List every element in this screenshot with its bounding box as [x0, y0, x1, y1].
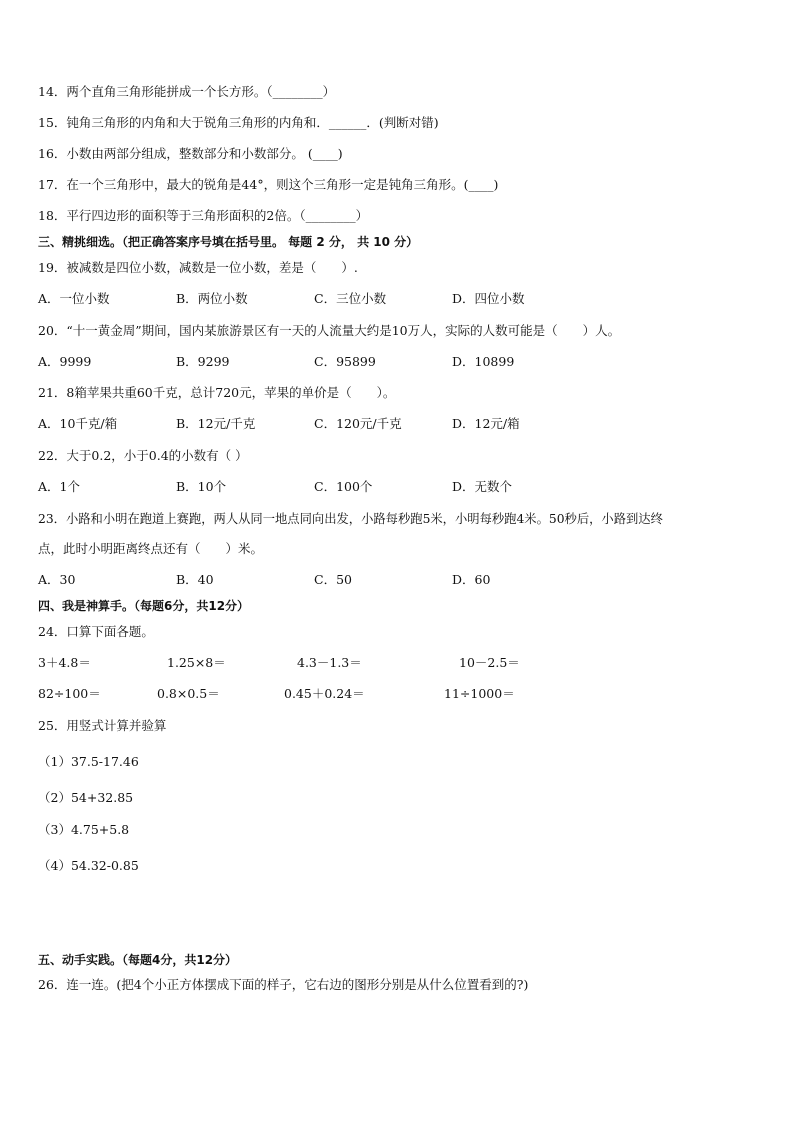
question-23-continued: 点，此时小明距离终点还有（ ）米。	[38, 541, 264, 556]
q20-option-c: C．95899	[314, 354, 376, 369]
q19-option-c: C．三位小数	[314, 291, 387, 306]
q20-option-b: B．9299	[176, 354, 230, 369]
section-3-heading: 三、精挑细选。（把正确答案序号填在括号里。 每题 2 分， 共 10 分）	[38, 235, 419, 249]
question-26: 26．连一连。(把4个小正方体摆成下面的样子，它右边的图形分别是从什么位置看到的?)	[38, 977, 529, 992]
section-4-heading: 四、我是神算手。（每题6分，共12分）	[38, 599, 250, 613]
q23-option-d: D．60	[452, 572, 491, 587]
question-22: 22．大于0.2，小于0.4的小数有（ ）	[38, 448, 248, 463]
mental-math-item: 1.25×8＝	[167, 655, 226, 670]
vertical-calc-item-2: （2）54+32.85	[38, 790, 134, 805]
question-20: 20．“十一黄金周”期间，国内某旅游景区有一天的人流量大约是10万人，实际的人数可能是（ ）人。	[38, 323, 621, 338]
q21-option-c: C．120元/千克	[314, 416, 402, 431]
q21-option-d: D．12元/箱	[452, 416, 520, 431]
q22-option-d: D．无数个	[452, 479, 513, 494]
mental-math-item: 0.8×0.5＝	[157, 686, 220, 701]
q22-option-a: A．1个	[38, 479, 80, 494]
section-5-heading: 五、动手实践。（每题4分，共12分）	[38, 953, 238, 967]
question-14: 14．两个直角三角形能拼成一个长方形。（________）	[38, 84, 336, 99]
question-23: 23．小路和小明在跑道上赛跑，两人从同一地点同向出发，小路每秒跑5米，小明每秒跑4米。50秒后，小路到达终	[38, 512, 663, 526]
question-15: 15．钝角三角形的内角和大于锐角三角形的内角和．______．(判断对错)	[38, 115, 439, 130]
q23-option-a: A．30	[38, 572, 76, 587]
q20-option-a: A．9999	[38, 354, 92, 369]
q23-option-b: B．40	[176, 572, 214, 587]
mental-math-item: 11÷1000＝	[444, 686, 515, 701]
vertical-calc-item-3: （3）4.75+5.8	[38, 822, 130, 837]
q22-option-c: C．100个	[314, 479, 373, 494]
q21-option-a: A．10千克/箱	[38, 416, 118, 431]
mental-math-item: 4.3－1.3＝	[297, 655, 362, 670]
question-24: 24．口算下面各题。	[38, 624, 154, 639]
vertical-calc-item-4: （4）54.32-0.85	[38, 858, 139, 873]
q19-option-d: D．四位小数	[452, 291, 525, 306]
mental-math-item: 10－2.5＝	[459, 655, 520, 670]
q20-option-d: D．10899	[452, 354, 515, 369]
question-16: 16．小数由两部分组成，整数部分和小数部分。 (____)	[38, 146, 343, 161]
mental-math-item: 82÷100＝	[38, 686, 101, 701]
vertical-calc-item-1: （1）37.5-17.46	[38, 754, 139, 769]
q19-option-b: B．两位小数	[176, 291, 248, 306]
q22-option-b: B．10个	[176, 479, 227, 494]
mental-math-item: 3＋4.8＝	[38, 655, 91, 670]
question-25: 25．用竖式计算并验算	[38, 718, 167, 733]
question-18: 18．平行四边形的面积等于三角形面积的2倍。（________）	[38, 208, 369, 223]
question-21: 21．8箱苹果共重60千克，总计720元，苹果的单价是（ ）。	[38, 385, 396, 400]
q19-option-a: A．一位小数	[38, 291, 110, 306]
mental-math-item: 0.45＋0.24＝	[284, 686, 365, 701]
question-19: 19．被减数是四位小数，减数是一位小数，差是（ ）.	[38, 260, 358, 275]
q21-option-b: B．12元/千克	[176, 416, 256, 431]
q23-option-c: C．50	[314, 572, 352, 587]
question-17: 17．在一个三角形中，最大的锐角是44°，则这个三角形一定是钝角三角形。(____)	[38, 177, 499, 192]
